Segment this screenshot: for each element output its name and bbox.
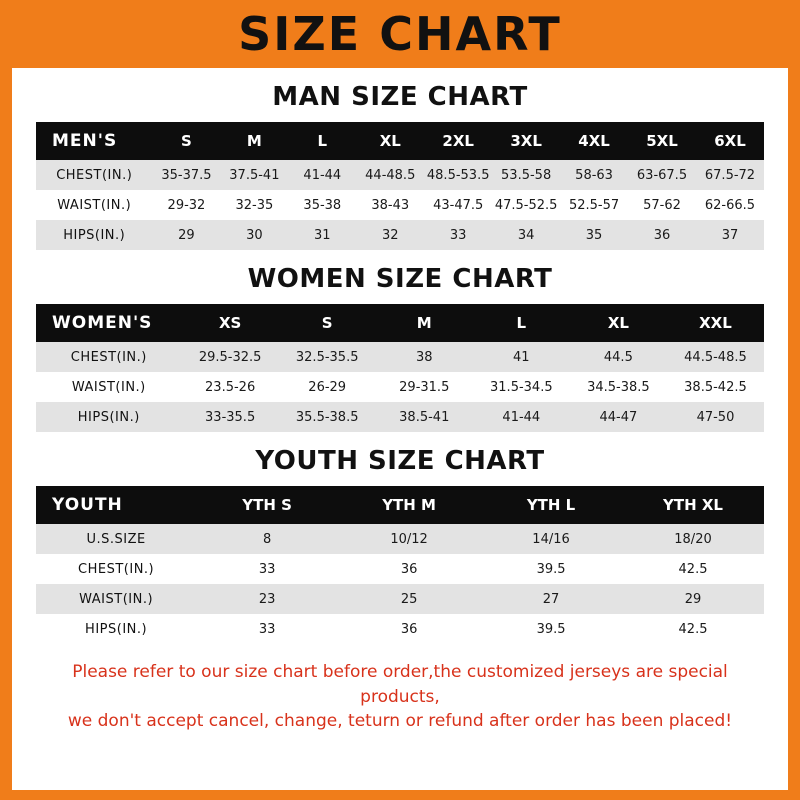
cell: 37.5-41 [220,160,288,190]
women-col-header: M [376,304,473,342]
table-row [36,584,764,614]
table-header-row [36,304,764,342]
women-size-table [36,304,764,432]
cell: 52.5-57 [560,190,628,220]
cell: 41-44 [288,160,356,190]
youth-header-label: YOUTH [36,486,196,524]
youth-col-header: YTH L [480,486,622,524]
cell: 53.5-58 [492,160,560,190]
cell: 29.5-32.5 [182,342,279,372]
section-title-women: WOMEN SIZE CHART [247,264,553,294]
row-label: CHEST(IN.) [36,554,196,584]
cell: 47-50 [667,402,764,432]
cell: 35-37.5 [152,160,220,190]
cell: 38 [376,342,473,372]
row-label: CHEST(IN.) [36,342,182,372]
cell: 29 [152,220,220,250]
table-row [36,190,764,220]
row-label: U.S.SIZE [36,524,196,554]
cell: 67.5-72 [696,160,764,190]
cell: 38.5-42.5 [667,372,764,402]
women-col-header: XS [182,304,279,342]
chart-content [12,82,788,734]
cell: 32.5-35.5 [279,342,376,372]
women-col-header: XL [570,304,667,342]
cell: 58-63 [560,160,628,190]
table-row [36,614,764,644]
cell: 23.5-26 [182,372,279,402]
cell: 34 [492,220,560,250]
cell: 25 [338,584,480,614]
cell: 31 [288,220,356,250]
men-col-header: 4XL [560,122,628,160]
cell: 33 [196,614,338,644]
cell: 23 [196,584,338,614]
men-col-header: 5XL [628,122,696,160]
cell: 33-35.5 [182,402,279,432]
cell: 38.5-41 [376,402,473,432]
row-label: HIPS(IN.) [36,402,182,432]
cell: 63-67.5 [628,160,696,190]
cell: 32-35 [220,190,288,220]
cell: 48.5-53.5 [424,160,492,190]
cell: 31.5-34.5 [473,372,570,402]
cell: 35.5-38.5 [279,402,376,432]
header-band [0,0,800,68]
cell: 44-47 [570,402,667,432]
section-women [36,264,764,432]
men-col-header: 6XL [696,122,764,160]
cell: 47.5-52.5 [492,190,560,220]
cell: 44-48.5 [356,160,424,190]
cell: 36 [338,554,480,584]
cell: 36 [628,220,696,250]
cell: 29-31.5 [376,372,473,402]
men-header-label: MEN'S [36,122,152,160]
cell: 35 [560,220,628,250]
row-label: WAIST(IN.) [36,190,152,220]
cell: 42.5 [622,614,764,644]
cell: 33 [424,220,492,250]
footer-note-line2: we don't accept cancel, change, teturn or refund after order has been placed! [67,711,733,732]
cell: 41-44 [473,402,570,432]
cell: 37 [696,220,764,250]
row-label: CHEST(IN.) [36,160,152,190]
youth-col-header: YTH S [196,486,338,524]
women-header-label: WOMEN'S [36,304,182,342]
cell: 36 [338,614,480,644]
cell: 38-43 [356,190,424,220]
cell: 41 [473,342,570,372]
cell: 39.5 [480,554,622,584]
cell: 44.5 [570,342,667,372]
youth-col-header: YTH XL [622,486,764,524]
row-label: WAIST(IN.) [36,584,196,614]
cell: 10/12 [338,524,480,554]
youth-col-header: YTH M [338,486,480,524]
cell: 33 [196,554,338,584]
table-header-row [36,122,764,160]
cell: 62-66.5 [696,190,764,220]
row-label: HIPS(IN.) [36,220,152,250]
section-men [36,82,764,250]
men-col-header: XL [356,122,424,160]
cell: 18/20 [622,524,764,554]
men-size-table [36,122,764,250]
cell: 26-29 [279,372,376,402]
section-youth [36,446,764,644]
table-row [36,372,764,402]
section-title-men: MAN SIZE CHART [272,82,528,112]
men-col-header: 3XL [492,122,560,160]
cell: 42.5 [622,554,764,584]
men-col-header: M [220,122,288,160]
cell: 30 [220,220,288,250]
cell: 29-32 [152,190,220,220]
section-title-youth: YOUTH SIZE CHART [255,446,545,476]
footer-note-line1: Please refer to our size chart before order,the customized jerseys are special products, [72,662,728,707]
row-label: HIPS(IN.) [36,614,196,644]
cell: 8 [196,524,338,554]
cell: 27 [480,584,622,614]
men-col-header: S [152,122,220,160]
cell: 57-62 [628,190,696,220]
youth-size-table [36,486,764,644]
table-row [36,220,764,250]
cell: 39.5 [480,614,622,644]
table-row [36,402,764,432]
women-col-header: L [473,304,570,342]
page-title: SIZE CHART [238,7,562,61]
table-header-row [36,486,764,524]
footer-note [36,660,764,734]
table-row [36,342,764,372]
cell: 43-47.5 [424,190,492,220]
cell: 14/16 [480,524,622,554]
cell: 44.5-48.5 [667,342,764,372]
cell: 32 [356,220,424,250]
cell: 34.5-38.5 [570,372,667,402]
cell: 29 [622,584,764,614]
footer-bar [0,790,800,800]
table-row [36,160,764,190]
women-col-header: S [279,304,376,342]
table-row [36,524,764,554]
row-label: WAIST(IN.) [36,372,182,402]
cell: 35-38 [288,190,356,220]
men-col-header: L [288,122,356,160]
men-col-header: 2XL [424,122,492,160]
women-col-header: XXL [667,304,764,342]
table-row [36,554,764,584]
